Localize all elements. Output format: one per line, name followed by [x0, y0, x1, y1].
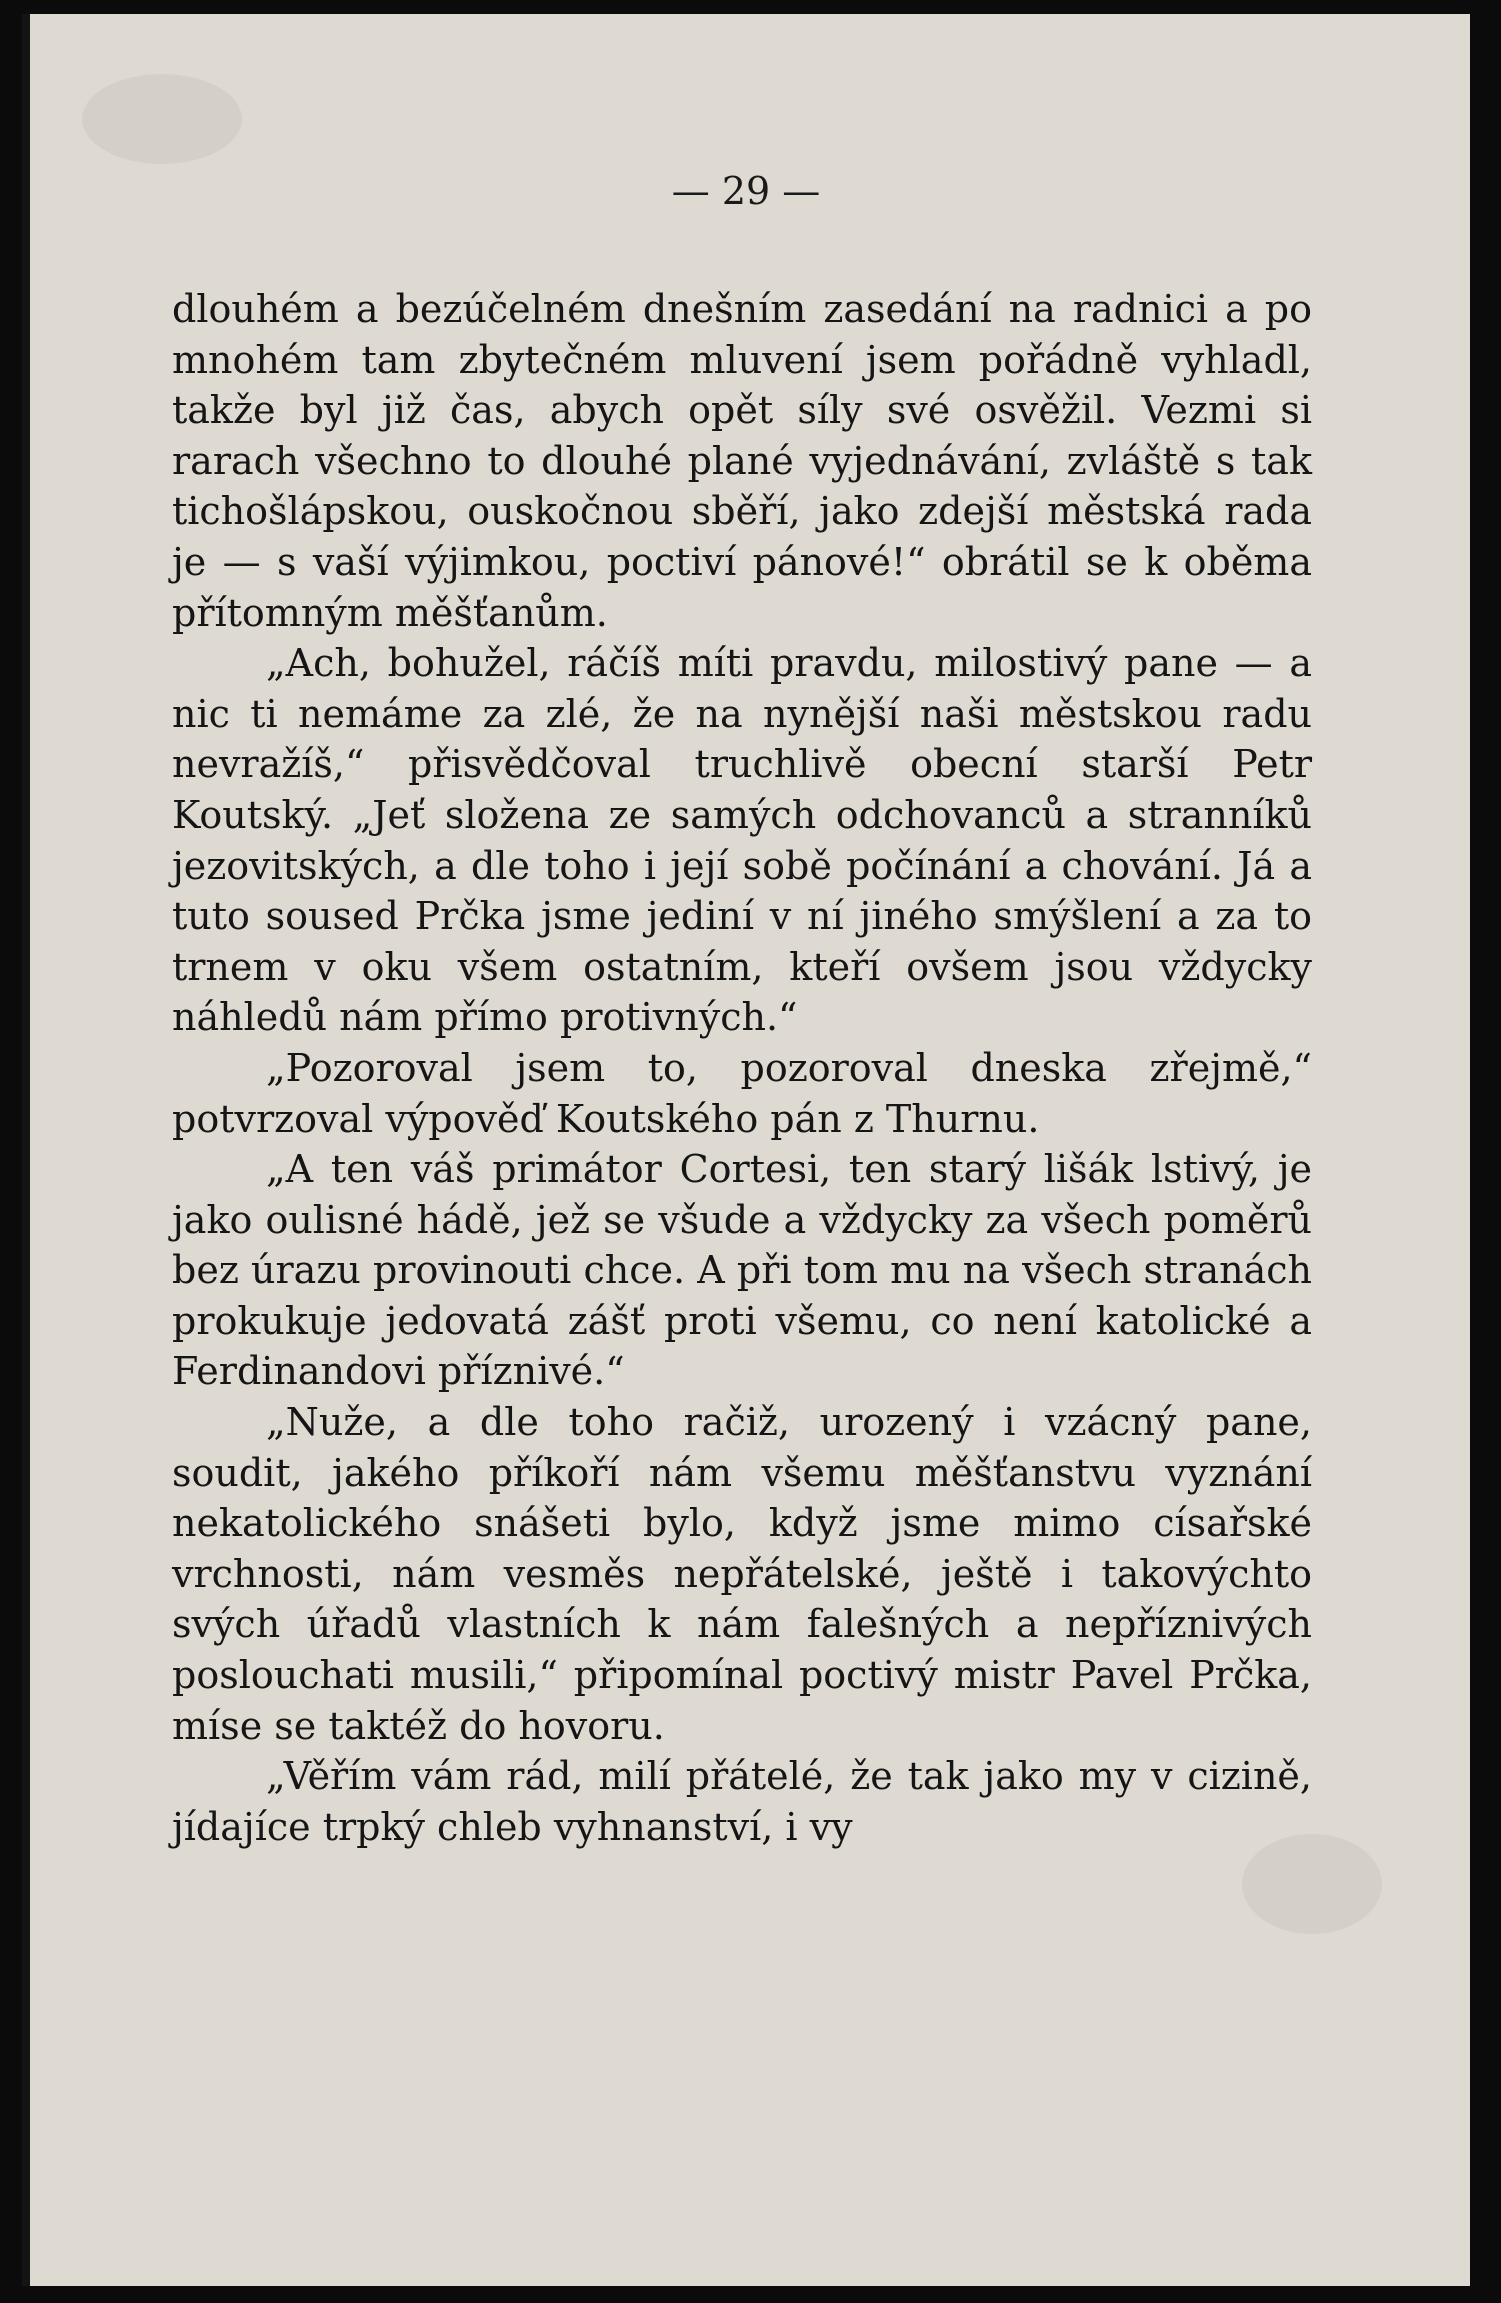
paragraph-5: „Nuže, a dle toho račiž, urozený i vzácný pane, soudit, jakého příkoří nám všemu měšťanstvu vyznání nekatolického snášeti bylo, když jsme mimo císařské vrchnosti, nám vesměs nepřátelské, ještě i takovýchto svých úřadů vlastních k nám falešných a nepříznivých poslouchati musili,“ připomínal poctivý mistr Pavel Prčka, míse se taktéž do hovoru. — [172, 1400, 1312, 1748]
page-number: — 29 — — [671, 169, 821, 213]
paper-stain — [82, 74, 242, 164]
book-page — [22, 14, 1470, 2286]
paragraph-6: „Věřím vám rád, milí přátelé, že tak jako my v cizině, jídajíce trpký chleb vyhnanství, i vy — [172, 1754, 1312, 1849]
body-text — [172, 284, 1312, 1852]
page-binding-edge — [22, 14, 30, 2286]
paragraph-4: „A ten váš primátor Cortesi, ten starý lišák lstivý, je jako oulisné hádě, jež se všude a vždycky za všech poměrů bez úrazu provinouti chce. A při tom mu na všech stranách prokukuje jedovatá zášť proti všemu, co není katolické a Ferdinandovi příznivé.“ — [172, 1147, 1312, 1394]
paragraph-1: dlouhém a bezúčelném dnešním zasedání na radnici a po mnohém tam zbytečném mluvení jsem pořádně vyhladl, takže byl již čas, abych opět síly své osvěžil. Vezmi si rarach všechno to dlouhé plané vyjednávání, zvláště s tak tichošlápskou, ouskočnou sběří, jako zdejší městská rada je — s vaší výjimkou, poctiví pánové!“ obrátil se k oběma přítomným měšťanům. — [172, 287, 1312, 635]
paragraph-2: „Ach, bohužel, ráčíš míti pravdu, milostivý pane — a nic ti nemáme za zlé, že na nynější naši městskou radu nevražíš,“ přisvědčoval truchlivě obecní starší Petr Koutský. „Jeť složena ze samých odchovanců a stranníků jezovitských, a dle toho i její sobě počínání a chování. Já a tuto soused Prčka jsme jediní v ní jiného smýšlení a za to trnem v oku všem ostatním, kteří ovšem jsou vždycky náhledů nám přímo protivných.“ — [172, 641, 1312, 1040]
paragraph-3: „Pozoroval jsem to, pozoroval dneska zřejmě,“ potvrzoval výpověď Koutského pán z Thurnu. — [172, 1045, 1312, 1141]
